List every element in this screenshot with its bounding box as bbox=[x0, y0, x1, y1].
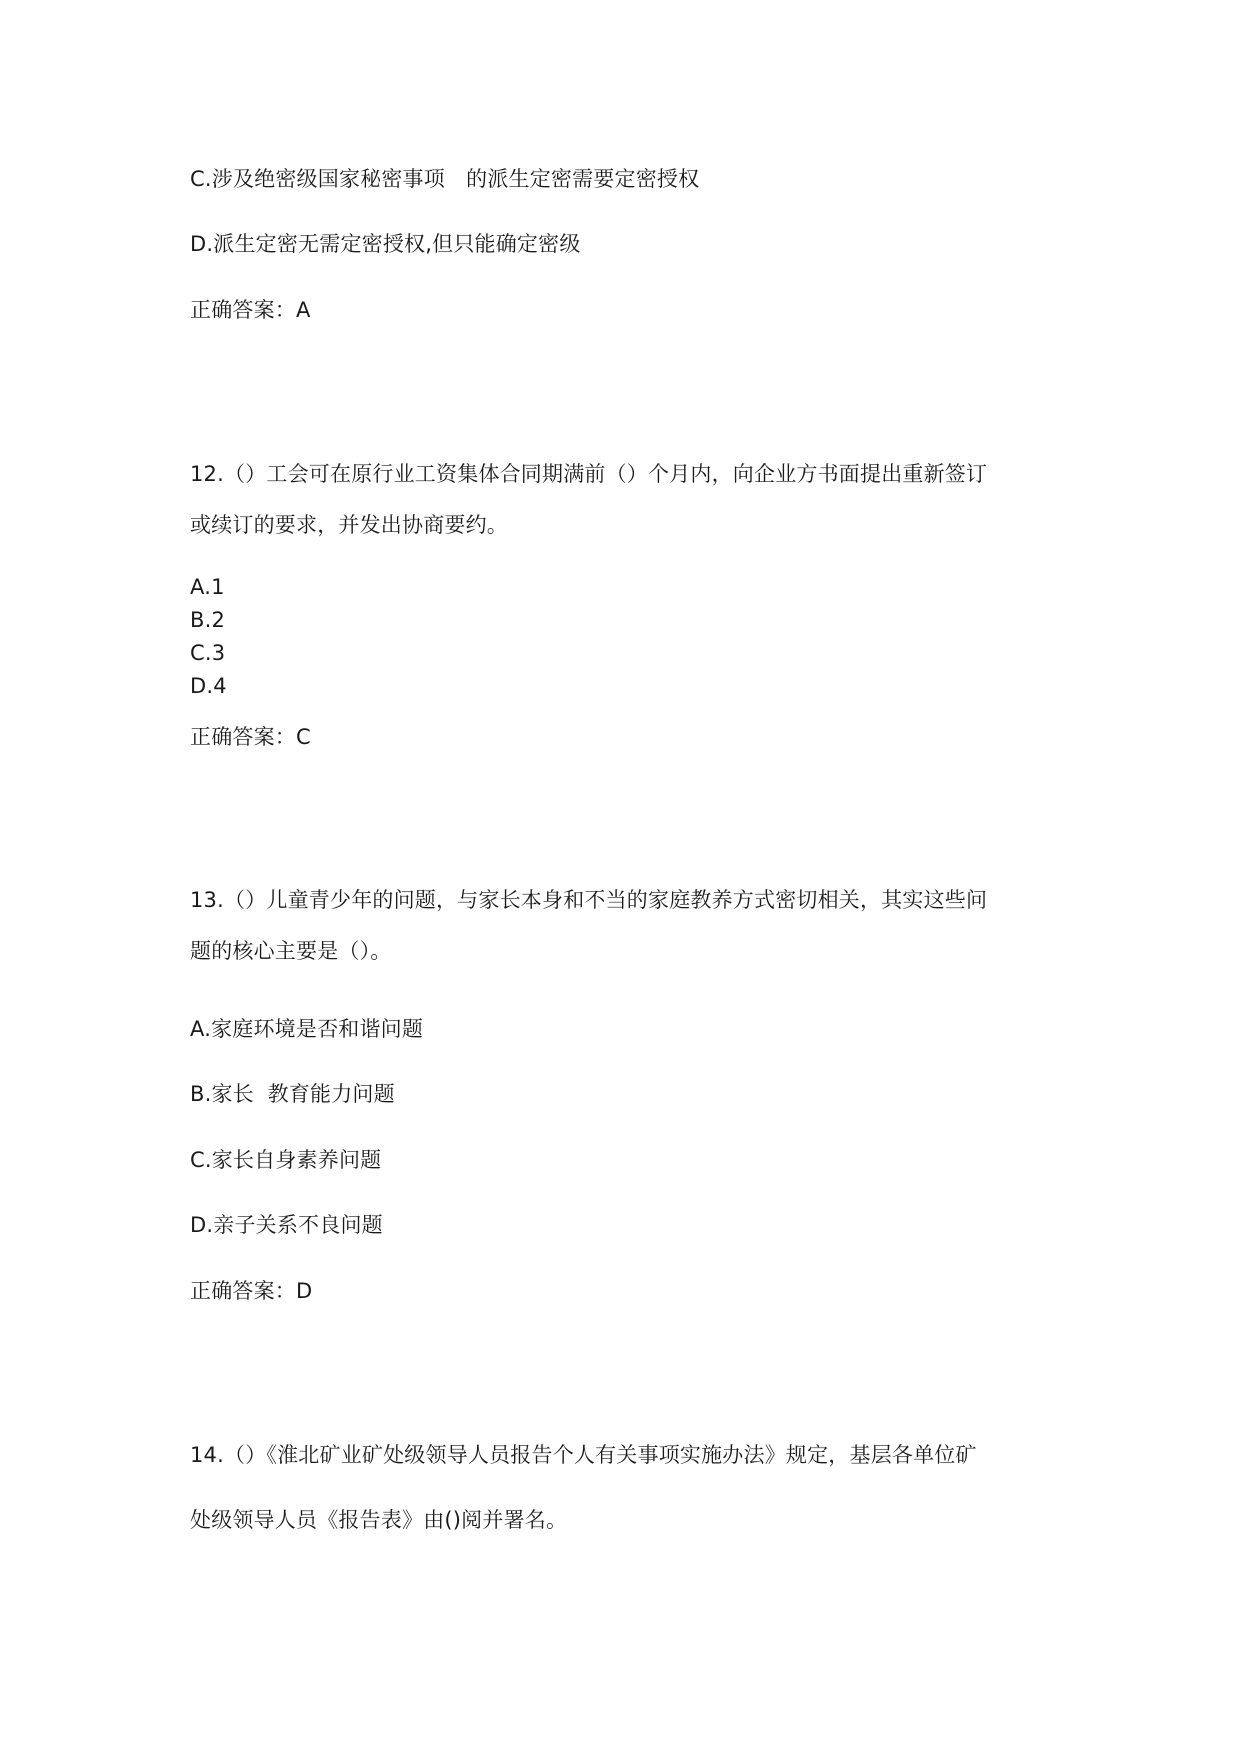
q12-option-a: A.1 bbox=[190, 575, 225, 599]
q13-option-c: C.家长自身素养问题 bbox=[190, 1148, 382, 1172]
q13-stem-line1: 13.（）儿童青少年的问题，与家长本身和不当的家庭教养方式密切相关，其实这些问 bbox=[190, 888, 988, 912]
q12-answer: 正确答案：C bbox=[190, 725, 311, 749]
q12-stem-line1: 12.（）工会可在原行业工资集体合同期满前（）个月内，向企业方书面提出重新签订 bbox=[190, 462, 988, 486]
q12-option-b: B.2 bbox=[190, 608, 226, 632]
q14-stem-line2: 处级领导人员《报告表》由()阅并署名。 bbox=[190, 1508, 568, 1532]
q11-option-c: C.涉及绝密级国家秘密事项 的派生定密需要定密授权 bbox=[190, 167, 700, 191]
q13-option-a: A.家庭环境是否和谐问题 bbox=[190, 1017, 424, 1041]
q11-answer: 正确答案：A bbox=[190, 298, 311, 322]
q11-option-d: D.派生定密无需定密授权,但只能确定密级 bbox=[190, 232, 581, 256]
q13-option-b: B.家长 教育能力问题 bbox=[190, 1082, 395, 1106]
q13-answer: 正确答案：D bbox=[190, 1279, 313, 1303]
q13-stem-line2: 题的核心主要是（）。 bbox=[190, 939, 392, 963]
q12-option-c: C.3 bbox=[190, 641, 226, 665]
q14-stem-line1: 14.（）《淮北矿业矿处级领导人员报告个人有关事项实施办法》规定，基层各单位矿 bbox=[190, 1443, 977, 1467]
q12-option-d: D.4 bbox=[190, 674, 227, 698]
q13-option-d: D.亲子关系不良问题 bbox=[190, 1213, 383, 1237]
q12-stem-line2: 或续订的要求，并发出协商要约。 bbox=[190, 513, 508, 537]
